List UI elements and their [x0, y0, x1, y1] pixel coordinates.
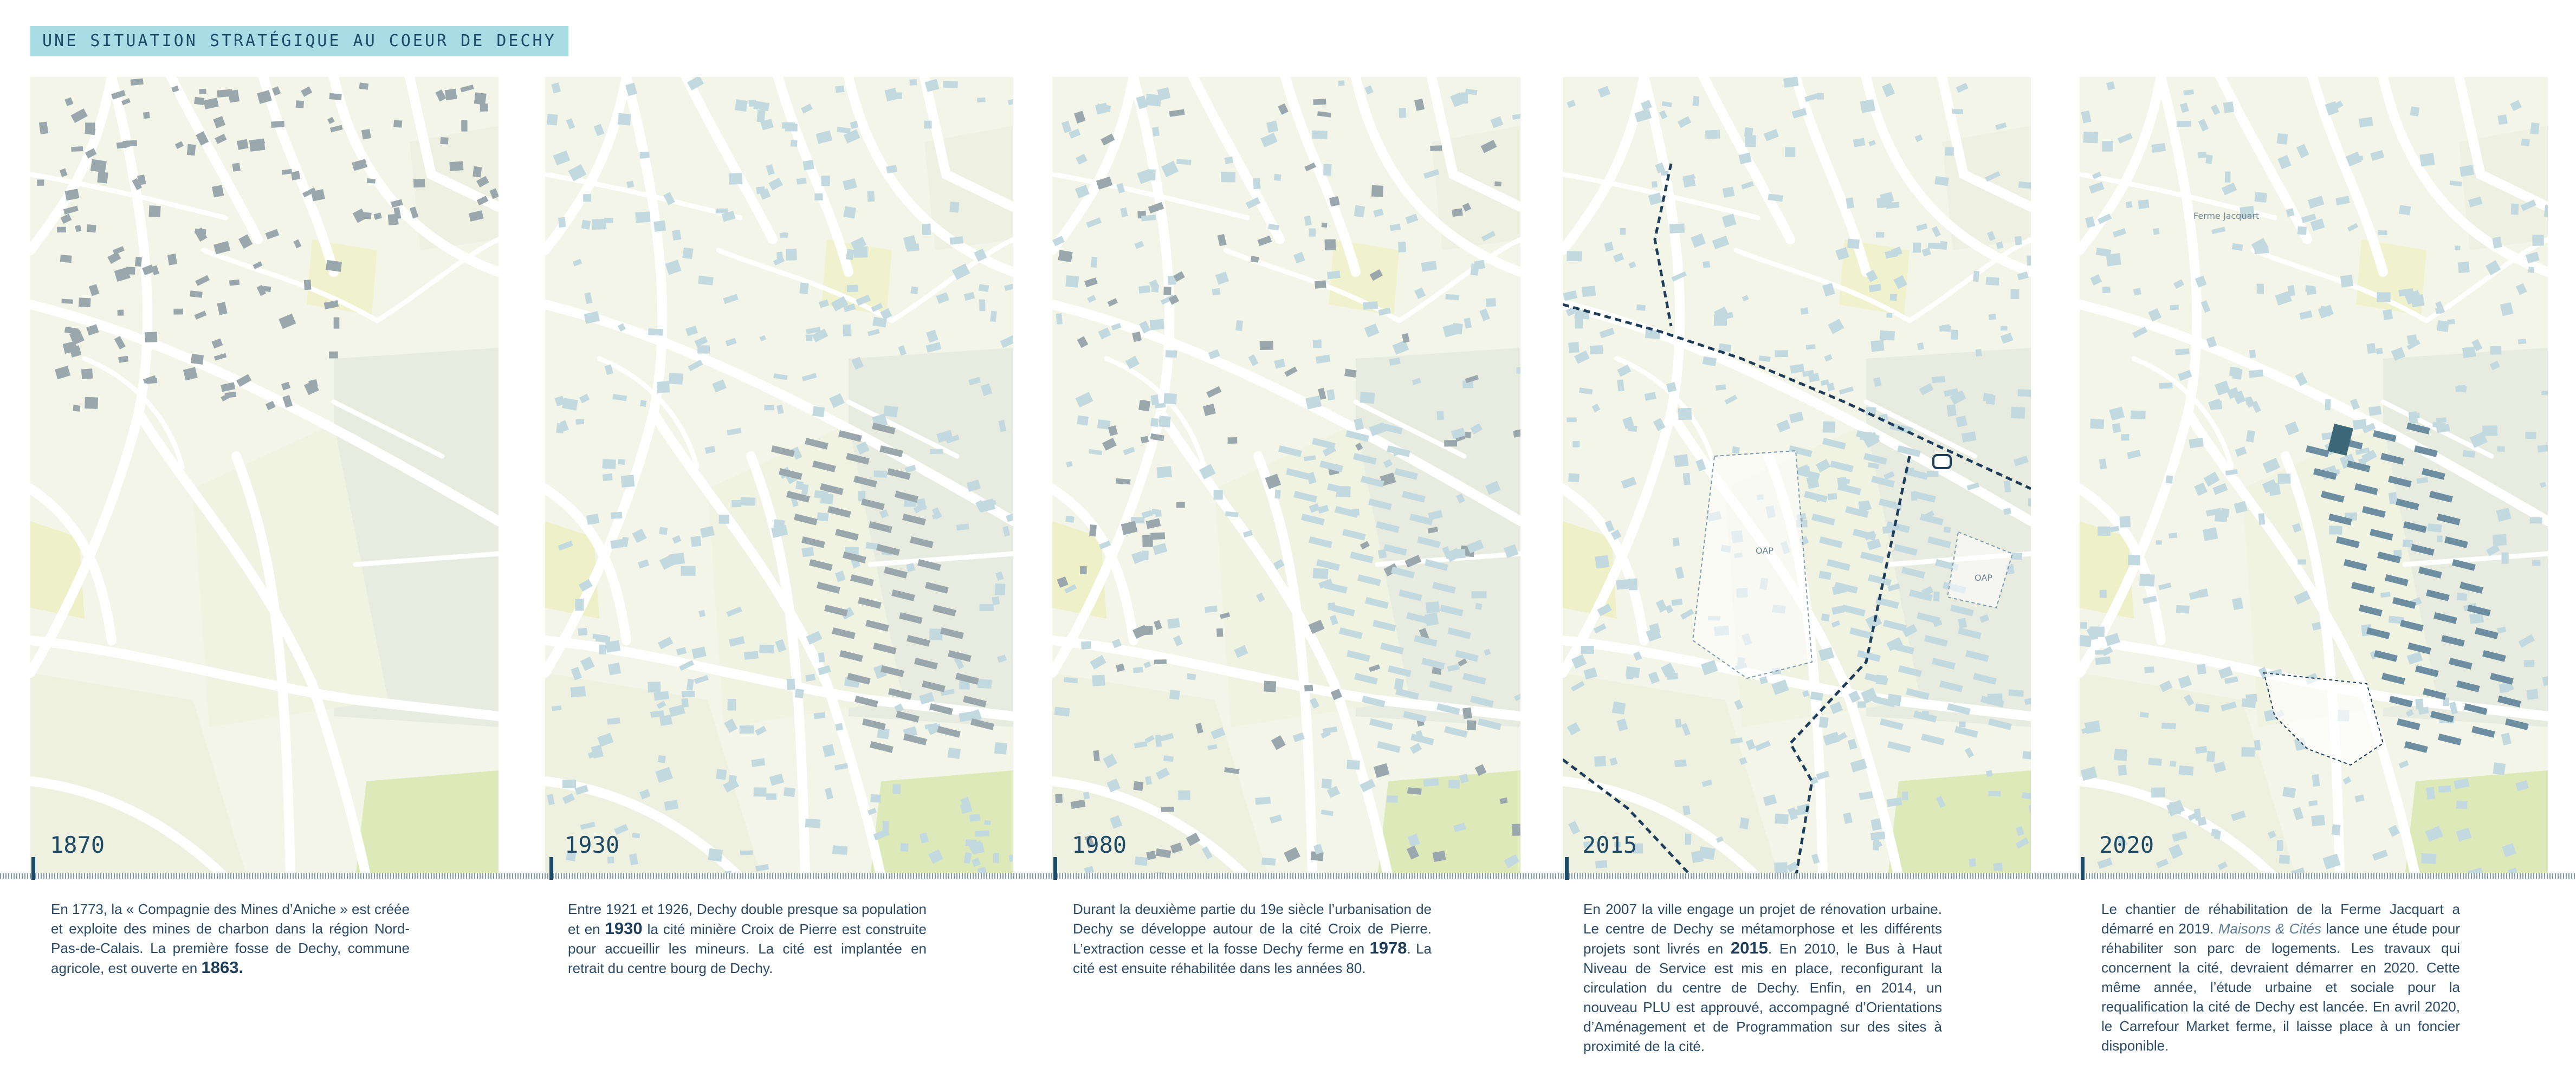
timeline-axis [0, 873, 2576, 879]
caption-segment: 1863. [201, 958, 244, 977]
caption-segment: Entre 1921 et 1926, Dechy double presque sa population et en [568, 901, 927, 937]
timeline-marker-1930 [549, 857, 553, 880]
map-1930 [545, 77, 1013, 878]
caption-2020 [2101, 899, 2460, 1055]
year-label: 2015 [1582, 832, 1637, 858]
caption-segment: . En 2010, le Bus à Haut Niveau de Service est mis en place, reconfigurant la circulation du centre de Dechy. Enfin, en 2014, un nouveau PLU est approuvé, accompagné d’Orientations d’Aménagement et de Programmation sur des sites à proximité de la cité. [1583, 941, 1942, 1054]
caption-segment: Maisons & Cités [2218, 920, 2321, 937]
caption-segment: 1978 [1369, 938, 1407, 957]
caption-2015 [1583, 899, 1942, 1056]
caption-1930 [568, 899, 927, 978]
caption-segment: Le chantier de réhabilitation de la Ferme Jacquart a démarré en 2019. [2101, 901, 2460, 937]
caption-segment: la cité minière Croix de Pierre est construite pour accueillir les mineurs. La cité est implantée en retrait du centre bourg de Dechy. [568, 921, 927, 976]
map-panel-2015 [1563, 77, 2031, 878]
timeline-marker-1980 [1053, 857, 1057, 880]
caption-segment: Durant la deuxième partie du 19e siècle l’urbanisation de Dechy se développe autour de la cité Croix de Pierre. L’extraction cesse et la fosse Dechy ferme en [1073, 901, 1432, 957]
map-1980 [1052, 77, 1520, 878]
ferme-jacquart-label: Ferme Jacquart [2193, 211, 2260, 221]
map-1870 [30, 77, 499, 878]
map-2015 [1563, 77, 2031, 878]
carrefour-site [2264, 673, 2383, 765]
year-label: 1930 [565, 832, 620, 858]
map-2020 [2080, 77, 2548, 878]
oap-label-east: OAP [1975, 573, 1992, 583]
timeline-marker-1870 [31, 857, 35, 880]
caption-1870 [51, 899, 410, 978]
bus-stop-icon [1933, 455, 1951, 468]
timeline-marker-2015 [1565, 857, 1569, 880]
timeline-marker-2020 [2081, 857, 2085, 880]
caption-segment: 2015 [1730, 938, 1768, 957]
year-label: 1870 [50, 832, 105, 858]
caption-segment: En 2007 la ville engage un projet de rénovation urbaine. Le centre de Dechy se métamorphose et les différents projets sont livrés en [1583, 901, 1942, 957]
caption-segment: En 1773, la « Compagnie des Mines d’Aniche » est créée et exploite des mines de charbon dans la région Nord-Pas-de-Calais. La première fosse de Dechy, commune agricole, est ouverte en [51, 901, 410, 976]
oap-label-west: OAP [1756, 546, 1774, 556]
year-label: 1980 [1072, 832, 1127, 858]
caption-segment: . La cité est ensuite réhabilitée dans les années 80. [1073, 941, 1432, 976]
map-panel-1870 [30, 77, 499, 878]
page-title: UNE SITUATION STRATÉGIQUE AU COEUR DE DECHY [30, 26, 568, 56]
map-panel-2020 [2080, 77, 2548, 878]
oap-zone-west [1693, 451, 1812, 678]
caption-segment: 1930 [605, 919, 643, 938]
year-label: 2020 [2099, 832, 2154, 858]
map-panel-1930 [545, 77, 1013, 878]
caption-segment: lance une étude pour réhabiliter son parc de logements. Les travaux qui concernent la cité, devraient démarrer en 2020. Cette même année, l’étude urbaine et sociale pour la requalification la cité de Dechy est lancée. En avril 2020, le Carrefour Market ferme, il laisse place à un foncier disponible. [2101, 920, 2460, 1054]
caption-1980 [1073, 899, 1432, 978]
map-panel-1980 [1052, 77, 1520, 878]
